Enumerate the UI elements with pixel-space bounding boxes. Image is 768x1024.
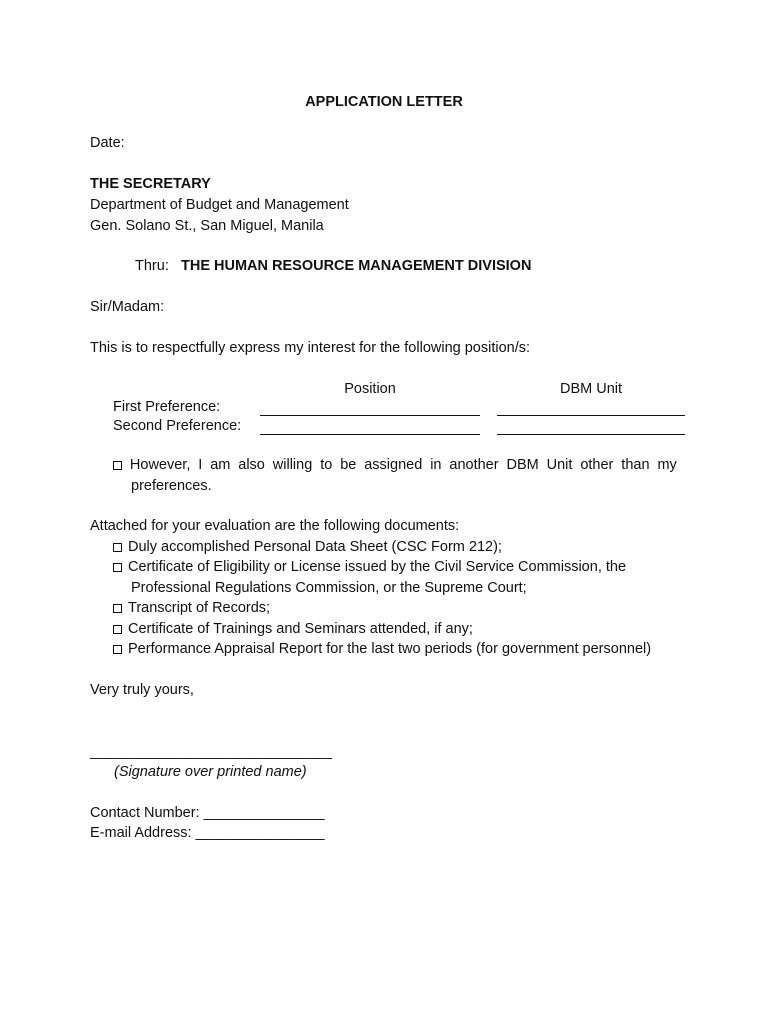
salutation: Sir/Madam: (90, 299, 165, 315)
signature-line: ______________________________ (90, 744, 332, 760)
position-column-header: Position (344, 381, 396, 397)
document-item-text: Transcript of Records; (128, 600, 271, 616)
checkbox-icon (113, 563, 122, 572)
addressee-name: THE SECRETARY (90, 176, 211, 192)
intro-paragraph: This is to respectfully express my interest for the following position/s: (90, 340, 531, 356)
willing-word: another (449, 457, 499, 473)
document-item (113, 558, 626, 576)
willing-word: I (198, 457, 203, 473)
willing-option (113, 456, 677, 474)
document-item-text: Certificate of Trainings and Seminars attended, if any; (128, 621, 473, 637)
willing-word: Unit (546, 457, 573, 473)
checkbox-icon (113, 625, 122, 634)
document-item-text: Certificate of Eligibility or License issued by the Civil Service Commission, the (128, 559, 627, 575)
second-preference-label: Second Preference: (113, 418, 242, 434)
willing-word: to (320, 457, 333, 473)
checkbox-icon (113, 543, 122, 552)
first-preference-position-line (260, 415, 480, 416)
willing-word: other (580, 457, 614, 473)
thru-label: Thru: (135, 258, 169, 274)
signature-caption: (Signature over printed name) (114, 764, 307, 780)
email-address: E-mail Address: ________________ (90, 825, 325, 841)
second-preference-position-line (260, 434, 480, 435)
willing-word: willing (272, 457, 313, 473)
document-item-text: Performance Appraisal Report for the last two periods (for government personnel) (128, 641, 652, 657)
document-item (113, 599, 270, 617)
willing-word: am (210, 457, 231, 473)
dbm-unit-column-header: DBM Unit (559, 381, 623, 397)
document-item (113, 538, 502, 556)
thru-value: THE HUMAN RESOURCE MANAGEMENT DIVISION (181, 258, 532, 274)
closing: Very truly yours, (90, 682, 194, 698)
willing-word: DBM (506, 457, 539, 473)
first-preference-unit-line (497, 415, 685, 416)
addressee-department: Department of Budget and Management (90, 197, 349, 213)
willing-word: be (340, 457, 357, 473)
attached-intro: Attached for your evaluation are the following documents: (90, 518, 460, 534)
willing-word: than (621, 457, 650, 473)
first-preference-label: First Preference: (113, 399, 221, 415)
willing-option-continuation: preferences. (131, 478, 212, 494)
contact-number: Contact Number: _______________ (90, 805, 325, 821)
second-preference-unit-line (497, 434, 685, 435)
addressee-address: Gen. Solano St., San Miguel, Manila (90, 218, 324, 234)
willing-word: my (657, 457, 677, 473)
checkbox-icon (113, 604, 122, 613)
document-title: APPLICATION LETTER (305, 94, 463, 110)
willing-word: However, (129, 457, 191, 473)
checkbox-icon (113, 461, 122, 470)
document-item-continuation: Professional Regulations Commission, or the Supreme Court; (131, 580, 527, 596)
document-item (113, 640, 651, 658)
date-label: Date: (90, 135, 125, 151)
checkbox-icon (113, 645, 122, 654)
document-item (113, 620, 473, 638)
willing-word: also (238, 457, 265, 473)
willing-word: in (430, 457, 442, 473)
document-item-text: Duly accomplished Personal Data Sheet (CSC Form 212); (128, 539, 502, 555)
willing-word: assigned (364, 457, 423, 473)
